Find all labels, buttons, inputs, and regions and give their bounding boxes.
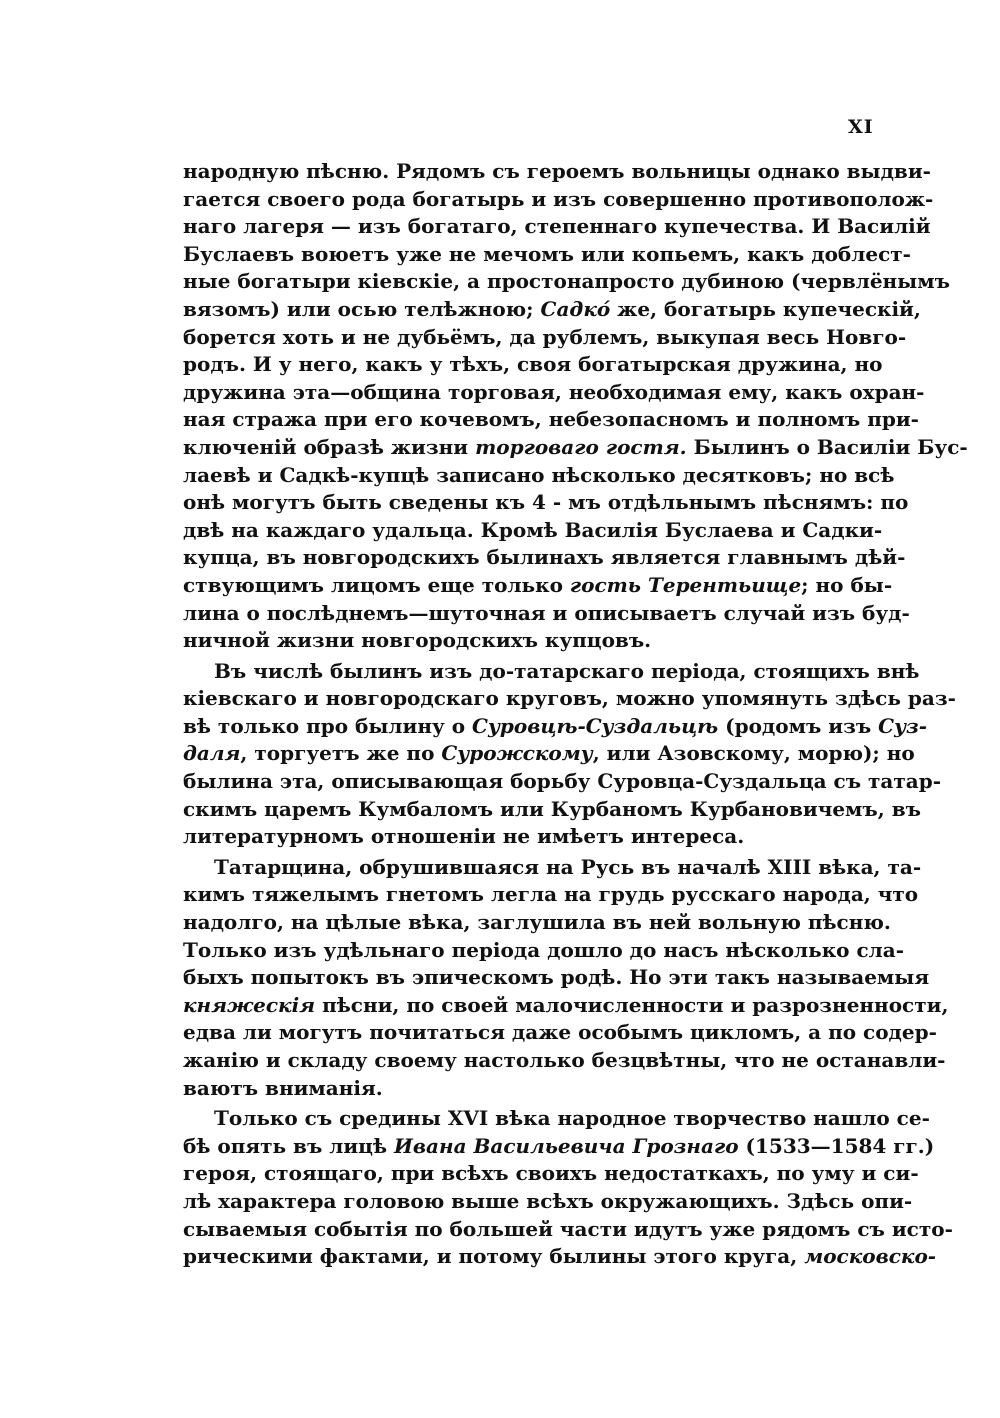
text-line xyxy=(183,964,930,992)
text-run: Буслаевъ воюетъ уже не мечомъ или копьемъ, какъ доблест- xyxy=(183,241,911,266)
text-line xyxy=(183,434,968,462)
text-line xyxy=(183,909,891,937)
text-line xyxy=(183,1160,919,1188)
text-line xyxy=(183,572,893,600)
italic-run: торговаго гостя. xyxy=(475,434,687,459)
text-run: Въ числѣ былинъ изъ до-татарскаго періода, стоящихъ внѣ xyxy=(214,658,920,683)
text-run: наго лагеря — изъ богатаго, степеннаго купечества. И Василій xyxy=(183,214,931,239)
text-line xyxy=(183,1133,935,1161)
text-run: рическими фактами, и потому былины этого круга, xyxy=(183,1244,805,1269)
text-run: лаевѣ и Садкѣ-купцѣ записано нѣсколько десятковъ; но всѣ xyxy=(183,462,895,487)
text-line xyxy=(183,1019,937,1047)
text-run: ная стража при его кочевомъ, небезопасномъ и полномъ при- xyxy=(183,407,919,432)
text-run: жанію и складу своему настолько безцвѣтны, что не останавли- xyxy=(183,1048,946,1072)
text-line xyxy=(183,296,921,324)
paragraph xyxy=(183,158,968,655)
text-run: двѣ на каждаго удальца. Кромѣ Василія Буслаева и Садки- xyxy=(183,517,883,542)
text-line xyxy=(183,627,871,655)
text-run: Только съ средины XVI вѣка народное творчество нашло се- xyxy=(214,1106,930,1131)
text-line xyxy=(183,241,911,269)
text-run: же, богатырь купеческій, xyxy=(610,296,921,321)
text-line xyxy=(183,213,931,241)
text-run: героя, стоящаго, при всѣхъ своихъ недостаткахъ, по уму и си- xyxy=(183,1161,919,1186)
text-line xyxy=(183,881,919,909)
text-run: онѣ могутъ быть сведены къ 4 - мъ отдѣльнымъ пѣснямъ: по xyxy=(183,490,909,515)
text-run: литературномъ отношеніи не имѣетъ интереса. xyxy=(183,824,745,849)
text-line xyxy=(183,1243,937,1271)
text-run: ные богатыри кіевскіе, а простонапросто дубиною (червлёнымъ xyxy=(183,269,950,294)
text-line xyxy=(183,1105,930,1133)
text-line xyxy=(183,268,950,296)
text-line xyxy=(183,351,883,379)
text-run: вѣ только про былину о xyxy=(183,713,473,738)
text-line xyxy=(183,796,921,824)
text-line xyxy=(183,544,906,572)
italic-run: даля xyxy=(183,741,241,766)
italic-run: Садко́ xyxy=(540,296,611,321)
text-run: Былинъ о Василіи Бус- xyxy=(686,434,968,459)
paragraph xyxy=(183,658,956,851)
text-line xyxy=(183,1216,953,1244)
text-line xyxy=(183,685,956,713)
text-run: сываемыя событія по большей части идутъ уже рядомъ съ исто- xyxy=(183,1216,953,1241)
paragraph xyxy=(183,854,949,1102)
text-line xyxy=(183,854,922,882)
text-line xyxy=(183,1047,946,1075)
text-run: скимъ царемъ Кумбаломъ или Курбаномъ Курбановичемъ, въ xyxy=(183,796,921,821)
text-line xyxy=(183,992,949,1020)
italic-run: Суз- xyxy=(878,713,928,738)
text-line xyxy=(183,1075,871,1103)
text-run: дружина эта—община торговая, необходимая ему, какъ охран- xyxy=(183,379,925,404)
text-run: кимъ тяжелымъ гнетомъ легла на грудь русскаго народа, что xyxy=(183,882,919,907)
text-line xyxy=(183,462,895,490)
text-run: ничной жизни новгородскихъ купцовъ. xyxy=(183,628,652,653)
text-line xyxy=(183,768,942,796)
italic-run: гость Терентьище xyxy=(569,572,802,597)
text-line xyxy=(183,406,919,434)
text-line xyxy=(183,713,928,741)
italic-run: княжескія xyxy=(183,992,316,1017)
page-number: XI xyxy=(848,116,874,138)
italic-run: Сурожскому xyxy=(441,741,593,766)
text-line xyxy=(183,324,907,352)
text-run: , торгуетъ же по xyxy=(240,741,442,766)
text-run: надолго, на цѣлые вѣка, заглушила въ ней вольную пѣсню. xyxy=(183,910,891,935)
text-run: (родомъ изъ xyxy=(718,713,879,738)
text-line xyxy=(183,517,883,545)
text-run: ключеній образѣ жизни xyxy=(183,434,476,459)
paragraph xyxy=(183,1105,953,1271)
text-run: лина о послѣднемъ—шуточная и описываетъ случай изъ буд- xyxy=(183,600,910,625)
text-run: былина эта, описывающая борьбу Суровца-Суздальца съ татар- xyxy=(183,769,942,794)
text-run: (1533—1584 гг.) xyxy=(738,1133,935,1158)
italic-run: Суровцѣ-Суздальцѣ xyxy=(472,713,719,738)
italic-run: московско- xyxy=(804,1244,937,1269)
text-line xyxy=(183,186,934,214)
text-line xyxy=(183,489,909,517)
text-line xyxy=(183,937,905,965)
text-run: купца, въ новгородскихъ былинахъ является главнымъ дѣй- xyxy=(183,545,906,570)
text-run: , или Азовскому, морю); но xyxy=(592,741,915,766)
text-run: ваютъ вниманія. xyxy=(183,1075,383,1100)
text-run: народную пѣсню. Рядомъ съ героемъ вольницы однако выдви- xyxy=(183,159,931,183)
text-run: лѣ характера головою выше всѣхъ окружающихъ. Здѣсь опи- xyxy=(183,1188,913,1213)
text-run: гается своего рода богатырь и изъ совершенно противополож- xyxy=(183,186,934,211)
italic-run: Ивана Васильевича Грознаго xyxy=(394,1133,739,1158)
text-line xyxy=(183,379,925,407)
text-line xyxy=(183,740,915,768)
text-line xyxy=(183,158,931,186)
text-run: пѣсни, по своей малочисленности и разрозненности, xyxy=(315,992,949,1017)
text-line xyxy=(183,658,920,686)
text-line xyxy=(183,600,910,628)
text-run: кіевскаго и новгородскаго круговъ, можно упомянуть здѣсь раз- xyxy=(183,686,956,711)
text-line xyxy=(183,823,871,851)
text-run: родъ. И у него, какъ у тѣхъ, своя богатырская дружина, но xyxy=(183,352,883,377)
text-run: борется хоть и не дубьёмъ, да рублемъ, выкупая весь Новго- xyxy=(183,324,907,349)
text-run: Только изъ удѣльнаго періода дошло до насъ нѣсколько сла- xyxy=(183,937,905,962)
text-line xyxy=(183,1188,913,1216)
text-run: едва ли могутъ почитаться даже особымъ цикломъ, а по содер- xyxy=(183,1020,937,1045)
text-run: ствующимъ лицомъ еще только xyxy=(183,572,570,597)
text-run: бѣ опять въ лицѣ xyxy=(183,1133,394,1158)
text-run: вязомъ) или осью телѣжною; xyxy=(183,296,541,321)
text-run: Татарщина, обрушившаяся на Русь въ началѣ XIII вѣка, та- xyxy=(214,854,922,879)
text-run: ; но бы- xyxy=(801,572,893,597)
body-text xyxy=(183,158,968,1271)
text-run: быхъ попытокъ въ эпическомъ родѣ. Но эти такъ называемыя xyxy=(183,965,930,990)
